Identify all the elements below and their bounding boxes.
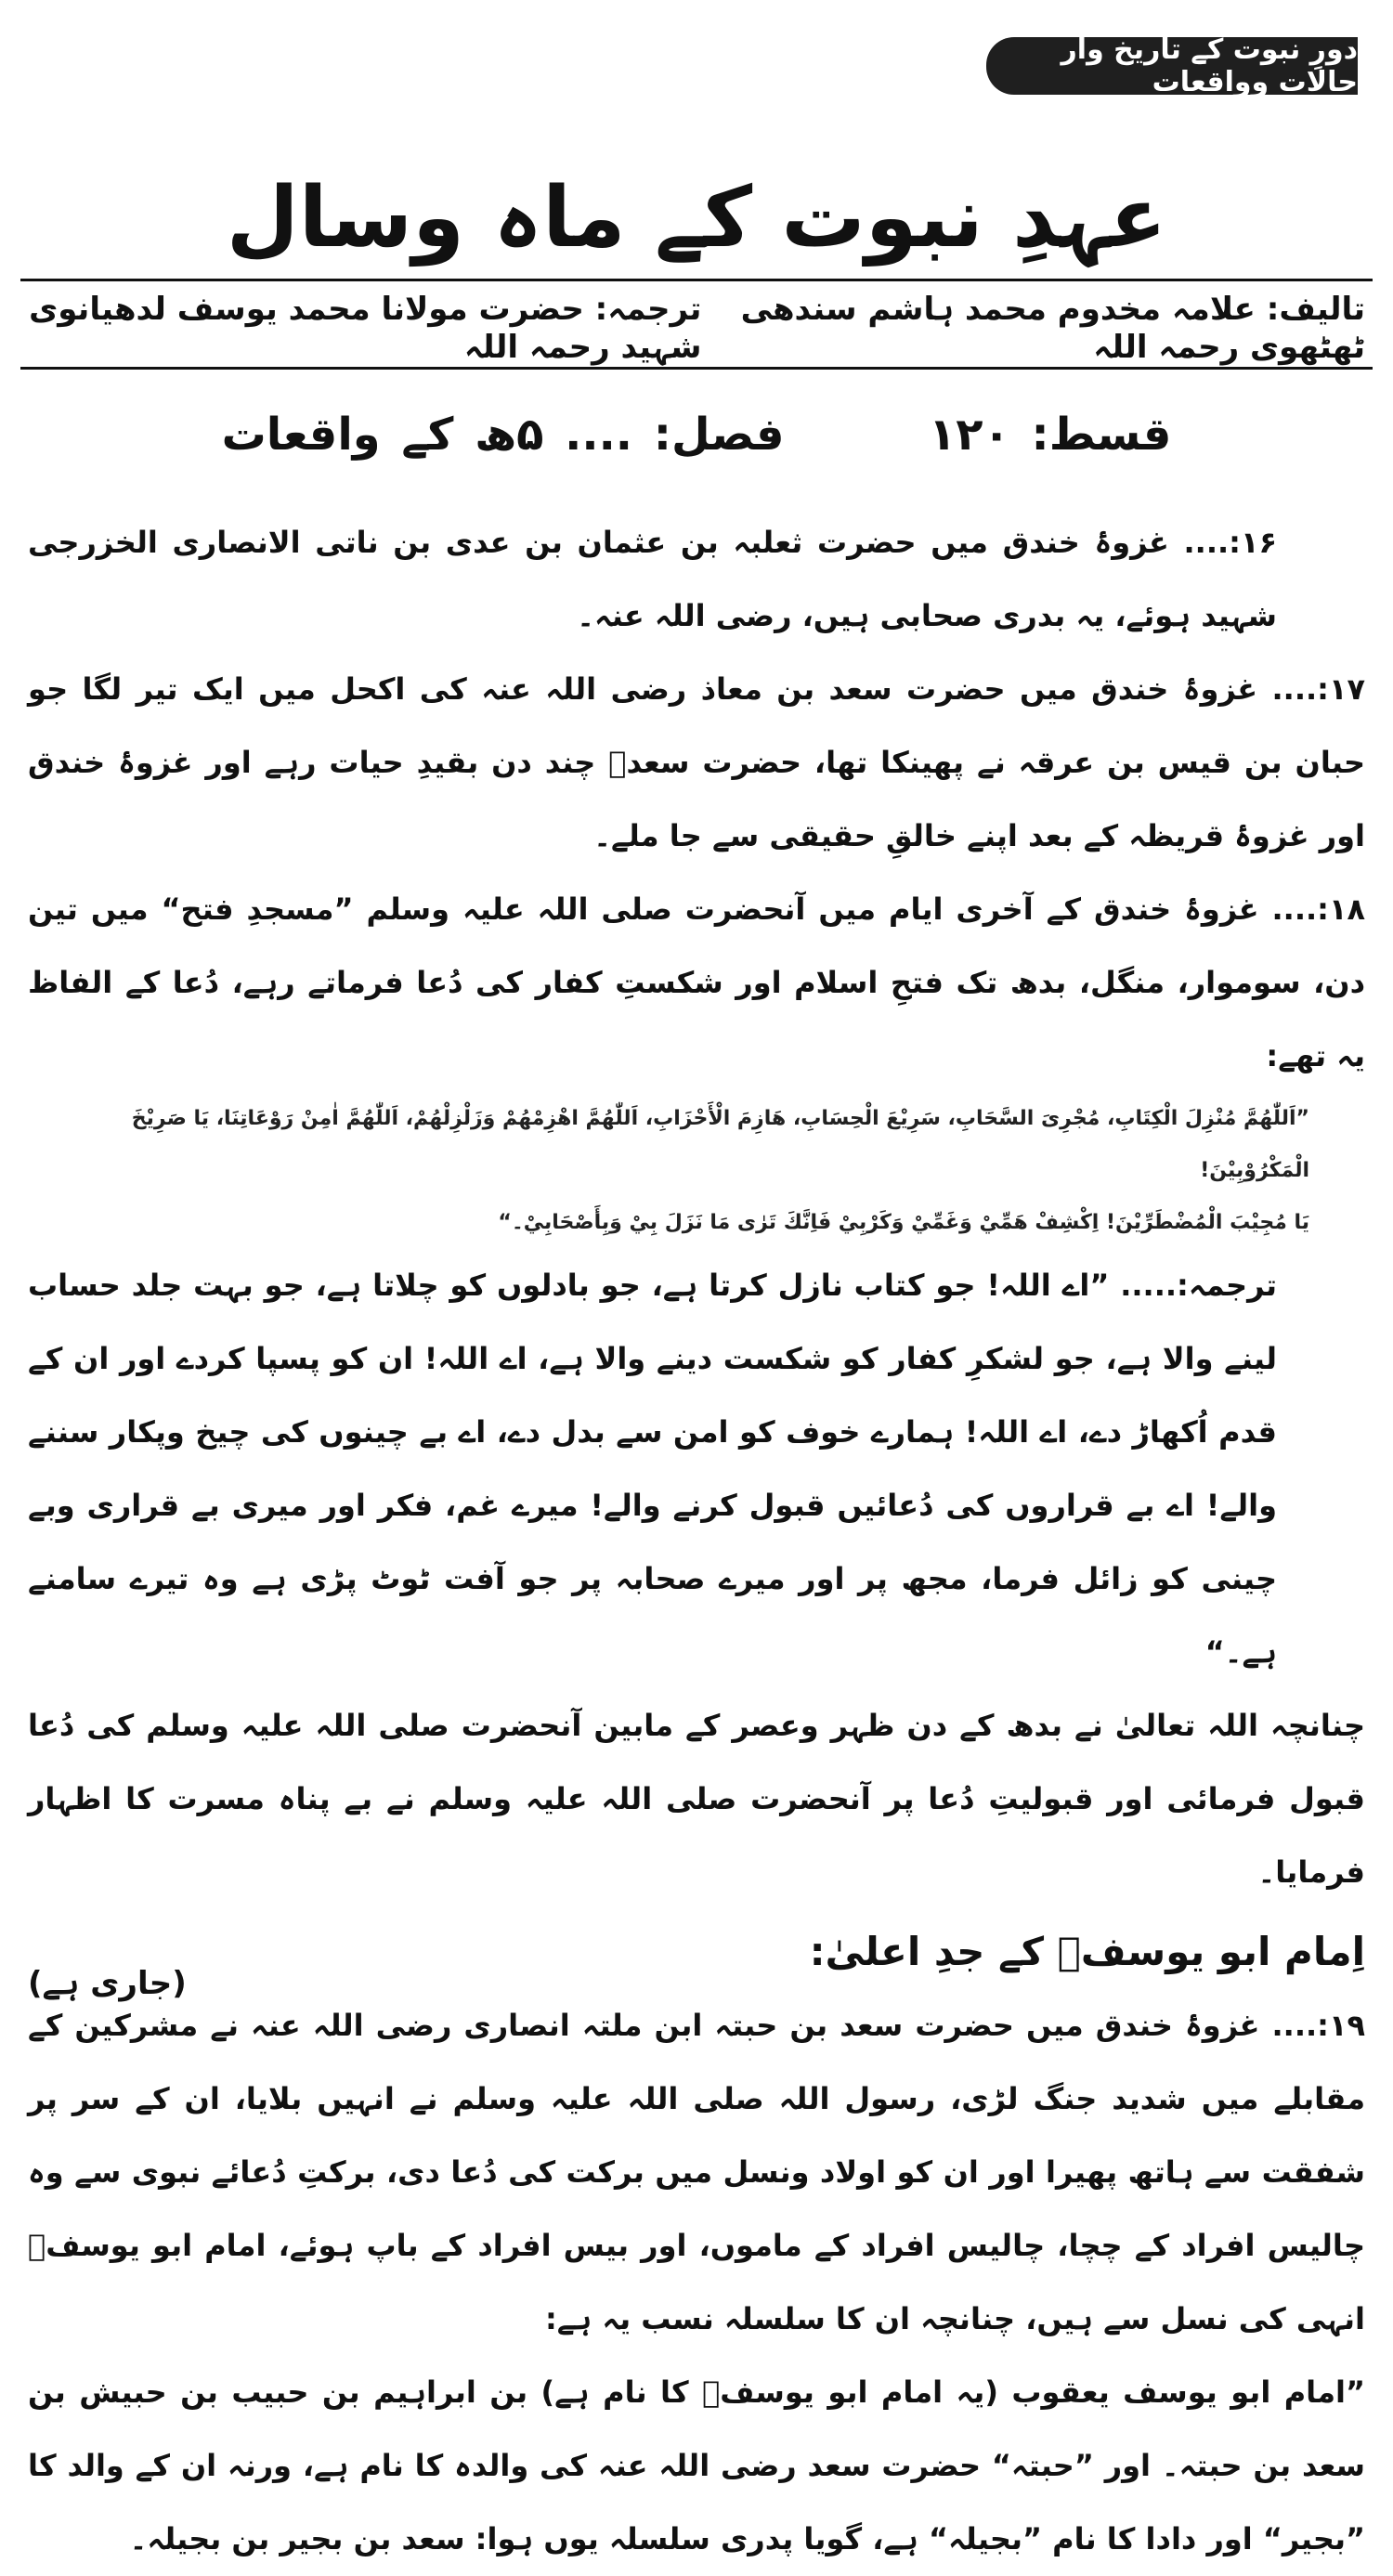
lineage-paragraph: ”امام ابو یوسف یعقوب (یہ امام ابو یوسفؒ کا نام ہے) بن ابراہیم بن حبیب بن حبیش بن سعد بن حبتہ۔ اور ”حبتہ“ حضرت سعد رضی اللہ عنہ کی والدہ کا نام ہے، ورنہ ان کے والد کا ”بجیر“ اور دادا کا نام ”بجیلہ“ ہے، گویا پدری سلسلہ یوں ہوا: سعد بن بجیر بن بجیلہ۔ [28,2374,1365,2556]
paragraph-16: ۱۶:.... غزوۂ خندق میں حضرت ثعلبہ بن عثمان بن عدی بن ناتی الانصاری الخزرجی شہید ہوئے، یہ بدری صحابی ہیں، رضی اللہ عنہ۔ [28,525,1277,633]
byline-divider [20,367,1373,370]
continued-label: (جاری ہے) [28,1965,187,2002]
series-badge [986,33,1358,98]
article-body [28,506,1365,2576]
chapter-title: فصل: .... ۵ھ کے واقعات [221,409,785,461]
top-divider [20,279,1373,281]
author-credit: تالیف: علامہ مخدوم محمد ہاشم سندھی ٹھٹھوی رحمہ اللہ [740,291,1365,366]
dua-arabic-line-1: ”اَللّٰهُمَّ مُنْزِلَ الْكِتَابِ، مُجْرِیَ السَّحَابِ، سَرِيْعَ الْحِسَابِ، هَازِمَ الْأَحْزَابِ، اَللّٰهُمَّ اهْزِمْهُمْ وَزَلْزِلْهُمْ، اَللّٰهُمَّ اٰمِنْ رَوْعَاتِنَا، يَا صَرِيْخَ الْمَكْرُوْبِيْنَ! [131,1107,1309,1182]
installment-number: قسط: ۱۲۰ [928,409,1172,461]
paragraph-17: ۱۷:.... غزوۂ خندق میں حضرت سعد بن معاذ رضی اللہ عنہ کی اکحل میں ایک تیر لگا جو حبان بن قیس بن عرقہ نے پھینکا تھا، حضرت سعدؓ چند دن بقیدِ حیات رہے اور غزوۂ خندق اور غزوۂ قریظہ کے بعد اپنے خالقِ حقیقی سے جا ملے۔ [28,671,1365,853]
series-label: دورِ نبوت کے تاریخ وار حالات وواقعات [1061,33,1358,98]
dua-translation: ترجمہ:..... ”اے اللہ! جو کتاب نازل کرتا ہے، جو بادلوں کو چلاتا ہے، جو بہت جلد حساب لینے والا ہے، جو لشکرِ کفار کو شکست دینے والا ہے، اے اللہ! ان کو پسپا کردے اور ان کے قدم اُکھاڑ دے، اے اللہ! ہمارے خوف کو امن سے بدل دے، اے بے چینوں کی چیخ وپکار سننے والے! اے بے قراروں کی دُعائیں قبول کرنے والے! میرے غم، فکر اور میری بے قراری وبے چینی کو زائل فرما، مجھ پر اور میرے صحابہ پر جو آفت ٹوٹ پڑی ہے وہ تیرے سامنے ہے۔“ [28,1268,1277,1670]
acceptance-paragraph: چنانچہ اللہ تعالیٰ نے بدھ کے دن ظہر وعصر کے مابین آنحضرت صلی اللہ علیہ وسلم کی دُعا قبول فرمائی اور قبولیتِ دُعا پر آنحضرت صلی اللہ علیہ وسلم نے بے پناہ مسرت کا اظہار فرمایا۔ [28,1708,1365,1890]
dua-arabic-line-2: يَا مُجِيْبَ الْمُضْطَرِّيْنَ! اِكْشِفْ هَمِّيْ وَغَمِّيْ وَكَرْبِيْ فَاِنَّكَ تَرٰى مَا نَزَلَ بِيْ وَبِأَصْحَابِيْ۔“ [498,1211,1309,1234]
installment-heading [0,409,1393,461]
translator-credit: ترجمہ: حضرت مولانا محمد یوسف لدھیانوی شہید رحمہ اللہ [29,291,702,366]
page-title: عہدِ نبوت کے ماہ وسال [226,169,1167,267]
section-heading: اِمام ابو یوسفؒ کے جدِ اعلیٰ: [809,1929,1365,1974]
paragraph-18: ۱۸:.... غزوۂ خندق کے آخری ایام میں آنحضرت صلی اللہ علیہ وسلم ”مسجدِ فتح“ میں تین دن، سوموار، منگل، بدھ تک فتحِ اسلام اور شکستِ کفار کی دُعا فرماتے رہے، دُعا کے الفاظ یہ تھے: [28,891,1365,1073]
paragraph-19: ۱۹:.... غزوۂ خندق میں حضرت سعد بن حبتہ ابن ملتہ انصاری رضی اللہ عنہ نے مشرکین کے مقابلے میں شدید جنگ لڑی، رسول اللہ صلی اللہ علیہ وسلم نے انہیں بلایا، ان کے سر پر شفقت سے ہاتھ پھیرا اور ان کو اولاد ونسل میں برکت کی دُعا دی، برکتِ دُعائے نبوی سے وہ چالیس افراد کے چچا، چالیس افراد کے ماموں، اور بیس افراد کے باپ ہوئے، امام ابو یوسفؒ انہی کی نسل سے ہیں، چنانچہ ان کا سلسلہ نسب یہ ہے: [28,2008,1365,2336]
byline [28,291,1365,366]
